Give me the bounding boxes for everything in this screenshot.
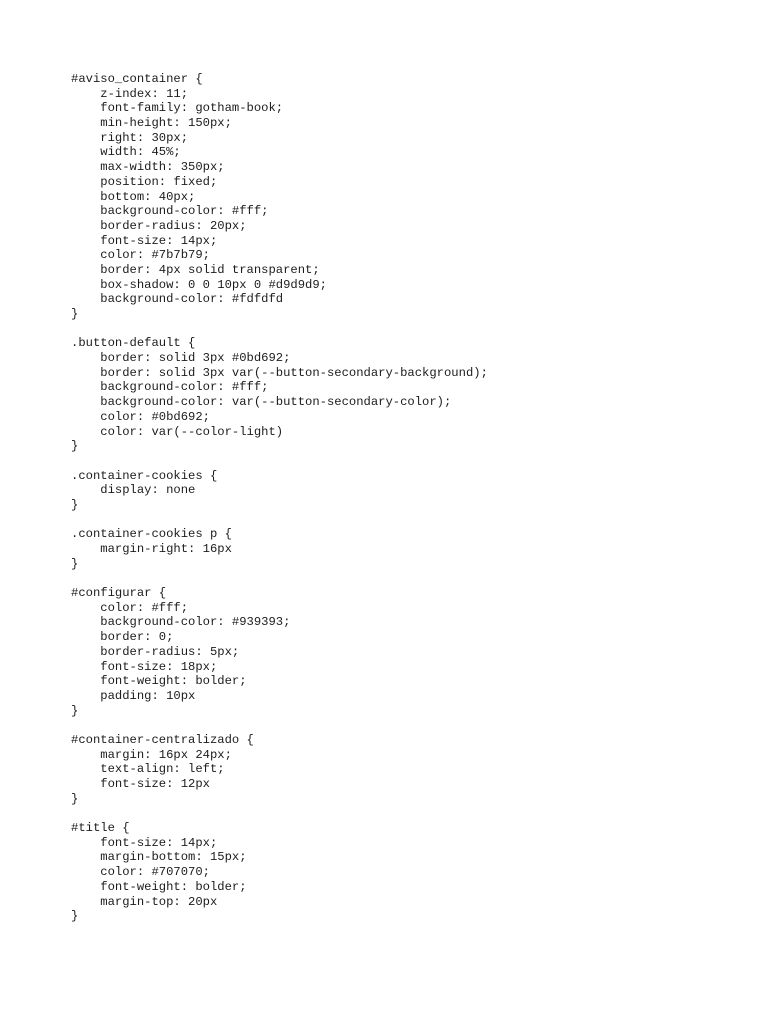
code-line: text-align: left; — [71, 762, 225, 777]
code-line: #container-centralizado { — [71, 732, 254, 747]
code-line: bottom: 40px; — [71, 189, 196, 204]
code-line: margin: 16px 24px; — [71, 747, 232, 762]
code-line: font-family: gotham-book; — [71, 101, 284, 116]
code-line — [71, 322, 731, 337]
code-line: box-shadow: 0 0 10px 0 #d9d9d9; — [71, 277, 327, 292]
code-line: width: 45%; — [71, 145, 181, 160]
code-line: #aviso_container { — [71, 72, 203, 86]
code-line: color: #fff; — [71, 600, 189, 615]
code-line: font-size: 14px; — [71, 233, 218, 248]
code-line: } — [71, 307, 79, 321]
code-line: border: 0; — [71, 630, 174, 645]
code-line: color: #0bd692; — [71, 409, 210, 424]
code-line: } — [71, 439, 79, 454]
code-line: #configurar { — [71, 586, 167, 601]
code-line: z-index: 11; — [71, 86, 189, 101]
code-line: background-color: #939393; — [71, 615, 291, 630]
code-line: margin-bottom: 15px; — [71, 850, 247, 865]
code-line: } — [71, 909, 79, 924]
code-line — [71, 806, 731, 821]
code-line — [71, 718, 731, 733]
code-line: max-width: 350px; — [71, 160, 225, 175]
code-line — [71, 513, 731, 528]
code-line — [71, 571, 731, 586]
code-line: color: #7b7b79; — [71, 248, 210, 263]
code-line: color: #707070; — [71, 865, 210, 880]
code-line: } — [71, 556, 79, 571]
code-line: background-color: #fff; — [71, 380, 269, 395]
code-line: border-radius: 20px; — [71, 218, 247, 233]
code-line: display: none — [71, 483, 196, 498]
code-line: background-color: var(--button-secondary-color); — [71, 395, 452, 410]
code-line: font-size: 18px; — [71, 659, 218, 674]
code-line: background-color: #fff; — [71, 204, 269, 219]
code-line: .button-default { — [71, 336, 196, 351]
code-line: } — [71, 791, 79, 806]
code-line: border: 4px solid transparent; — [71, 262, 320, 277]
code-line: #title { — [71, 821, 130, 836]
code-line: border: solid 3px var(--button-secondary-background); — [71, 365, 488, 380]
code-line: } — [71, 497, 79, 512]
code-line: position: fixed; — [71, 174, 218, 189]
code-line: .container-cookies p { — [71, 527, 232, 542]
code-line: padding: 10px — [71, 688, 196, 703]
code-line: font-weight: bolder; — [71, 879, 247, 894]
code-line: margin-right: 16px — [71, 542, 232, 556]
code-line: font-weight: bolder; — [71, 674, 247, 689]
css-code-block — [71, 72, 731, 924]
code-line: background-color: #fdfdfd — [71, 292, 284, 307]
code-line: color: var(--color-light) — [71, 424, 284, 439]
code-line: border-radius: 5px; — [71, 644, 240, 659]
code-line: font-size: 14px; — [71, 835, 218, 850]
code-line: .container-cookies { — [71, 468, 218, 483]
code-line: font-size: 12px — [71, 777, 210, 791]
code-line: min-height: 150px; — [71, 116, 232, 131]
code-line: margin-top: 20px — [71, 894, 218, 909]
code-line: right: 30px; — [71, 130, 189, 145]
code-line: border: solid 3px #0bd692; — [71, 351, 291, 366]
code-line — [71, 454, 731, 469]
code-line: } — [71, 703, 79, 718]
